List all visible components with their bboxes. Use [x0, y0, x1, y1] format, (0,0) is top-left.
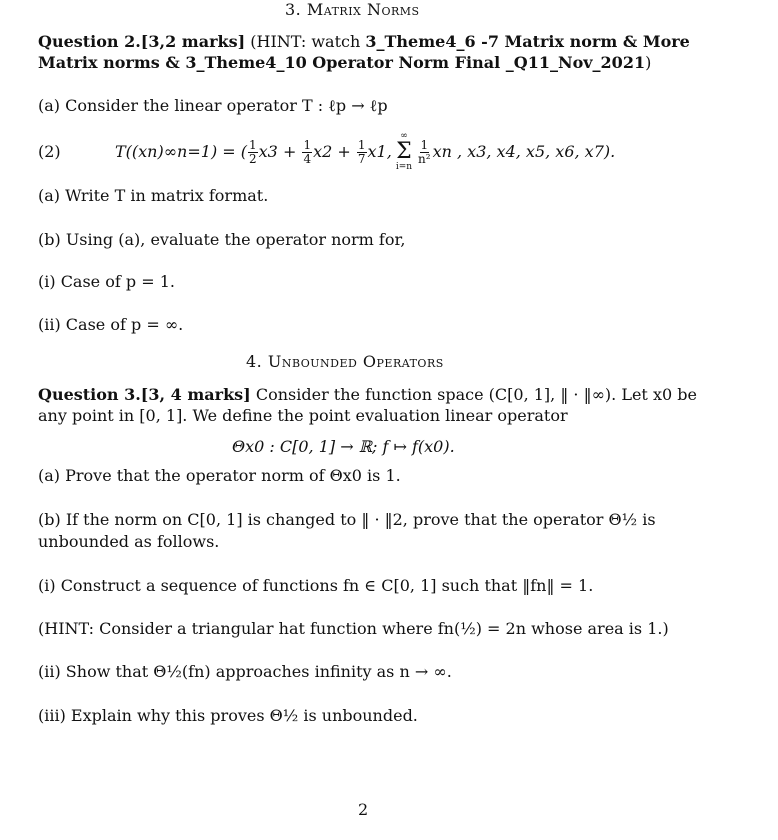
- term-x1: x1,: [367, 142, 392, 162]
- question-2-hint-link1: 3_Theme4_6 -7 Matrix norm & More: [365, 32, 690, 51]
- question-2-header-line1: [38, 32, 690, 51]
- section-heading-matrix-norms: 3. Matrix Norms: [285, 0, 420, 19]
- question-2-case-i: (i) Case of p = 1.: [38, 272, 175, 291]
- question-3-title: Question 3.[3, 4 marks]: [38, 385, 251, 404]
- question-3-line1-text: Consider the function space (C[0, 1], ‖ · ‖∞). Let x0 be: [255, 385, 697, 404]
- question-2-header-line2: [38, 53, 651, 72]
- equation-lhs: T((xn)∞n=1) = (: [115, 142, 248, 162]
- question-3-line2: any point in [0, 1]. We define the point evaluation linear operator: [38, 406, 568, 425]
- term-x3: x3 +: [258, 142, 297, 162]
- question-3-part-b-line1: (b) If the norm on C[0, 1] is changed to ‖ · ‖2, prove that the operator Θ½ is: [38, 510, 656, 529]
- question-2-part-a: (a) Write T in matrix format.: [38, 186, 269, 205]
- question-3-item-i: (i) Construct a sequence of functions fn ∈ C[0, 1] such that ‖fn‖ = 1.: [38, 576, 594, 595]
- operator-equation: [115, 130, 615, 174]
- question-2-title: Question 2.[3,2 marks]: [38, 32, 246, 51]
- question-3-item-iii: (iii) Explain why this proves Θ½ is unbounded.: [38, 706, 418, 725]
- page-number: 2: [358, 800, 369, 819]
- question-3-part-a: (a) Prove that the operator norm of Θx0 is 1.: [38, 466, 401, 485]
- fraction-one-seventh: $\frac{1}{7}$: [357, 137, 366, 166]
- question-2-hint-post: ): [645, 53, 652, 72]
- equation-number: (2): [38, 142, 61, 161]
- question-3-part-b-line2: unbounded as follows.: [38, 532, 220, 551]
- fraction-one-quarter: $\frac{1}{4}$: [303, 137, 312, 166]
- section-heading-unbounded-operators: 4. Unbounded Operators: [246, 352, 444, 371]
- question-3-item-ii: (ii) Show that Θ½(fn) approaches infinity as n → ∞.: [38, 662, 452, 681]
- equation-tail: xn , x3, x4, x5, x6, x7).: [432, 142, 616, 162]
- term-x2: x2 +: [313, 142, 351, 162]
- question-3-line1: [38, 385, 697, 404]
- question-2-hint-link2: Matrix norms & 3_Theme4_10 Operator Norm Final _Q11_Nov_2021: [38, 53, 646, 72]
- question-2-part-b: (b) Using (a), evaluate the operator norm for,: [38, 230, 406, 249]
- question-3-hint: (HINT: Consider a triangular hat function where fn(½) = 2n whose area is 1.): [38, 619, 669, 638]
- fraction-one-half: $\frac{1}{2}$: [249, 137, 257, 166]
- question-2-part-a-intro: (a) Consider the linear operator T : ℓp → ℓp: [38, 96, 388, 115]
- summation: ∞ Σ i=n: [395, 131, 413, 172]
- fraction-one-over-n-squared: $\frac{1}{\text{n²}}$: [418, 137, 431, 166]
- question-2-hint-pre: (HINT: watch: [250, 32, 366, 51]
- question-2-case-ii: (ii) Case of p = ∞.: [38, 315, 184, 334]
- question-3-equation: Θx0 : C[0, 1] → ℝ; f ↦ f(x0).: [232, 437, 455, 456]
